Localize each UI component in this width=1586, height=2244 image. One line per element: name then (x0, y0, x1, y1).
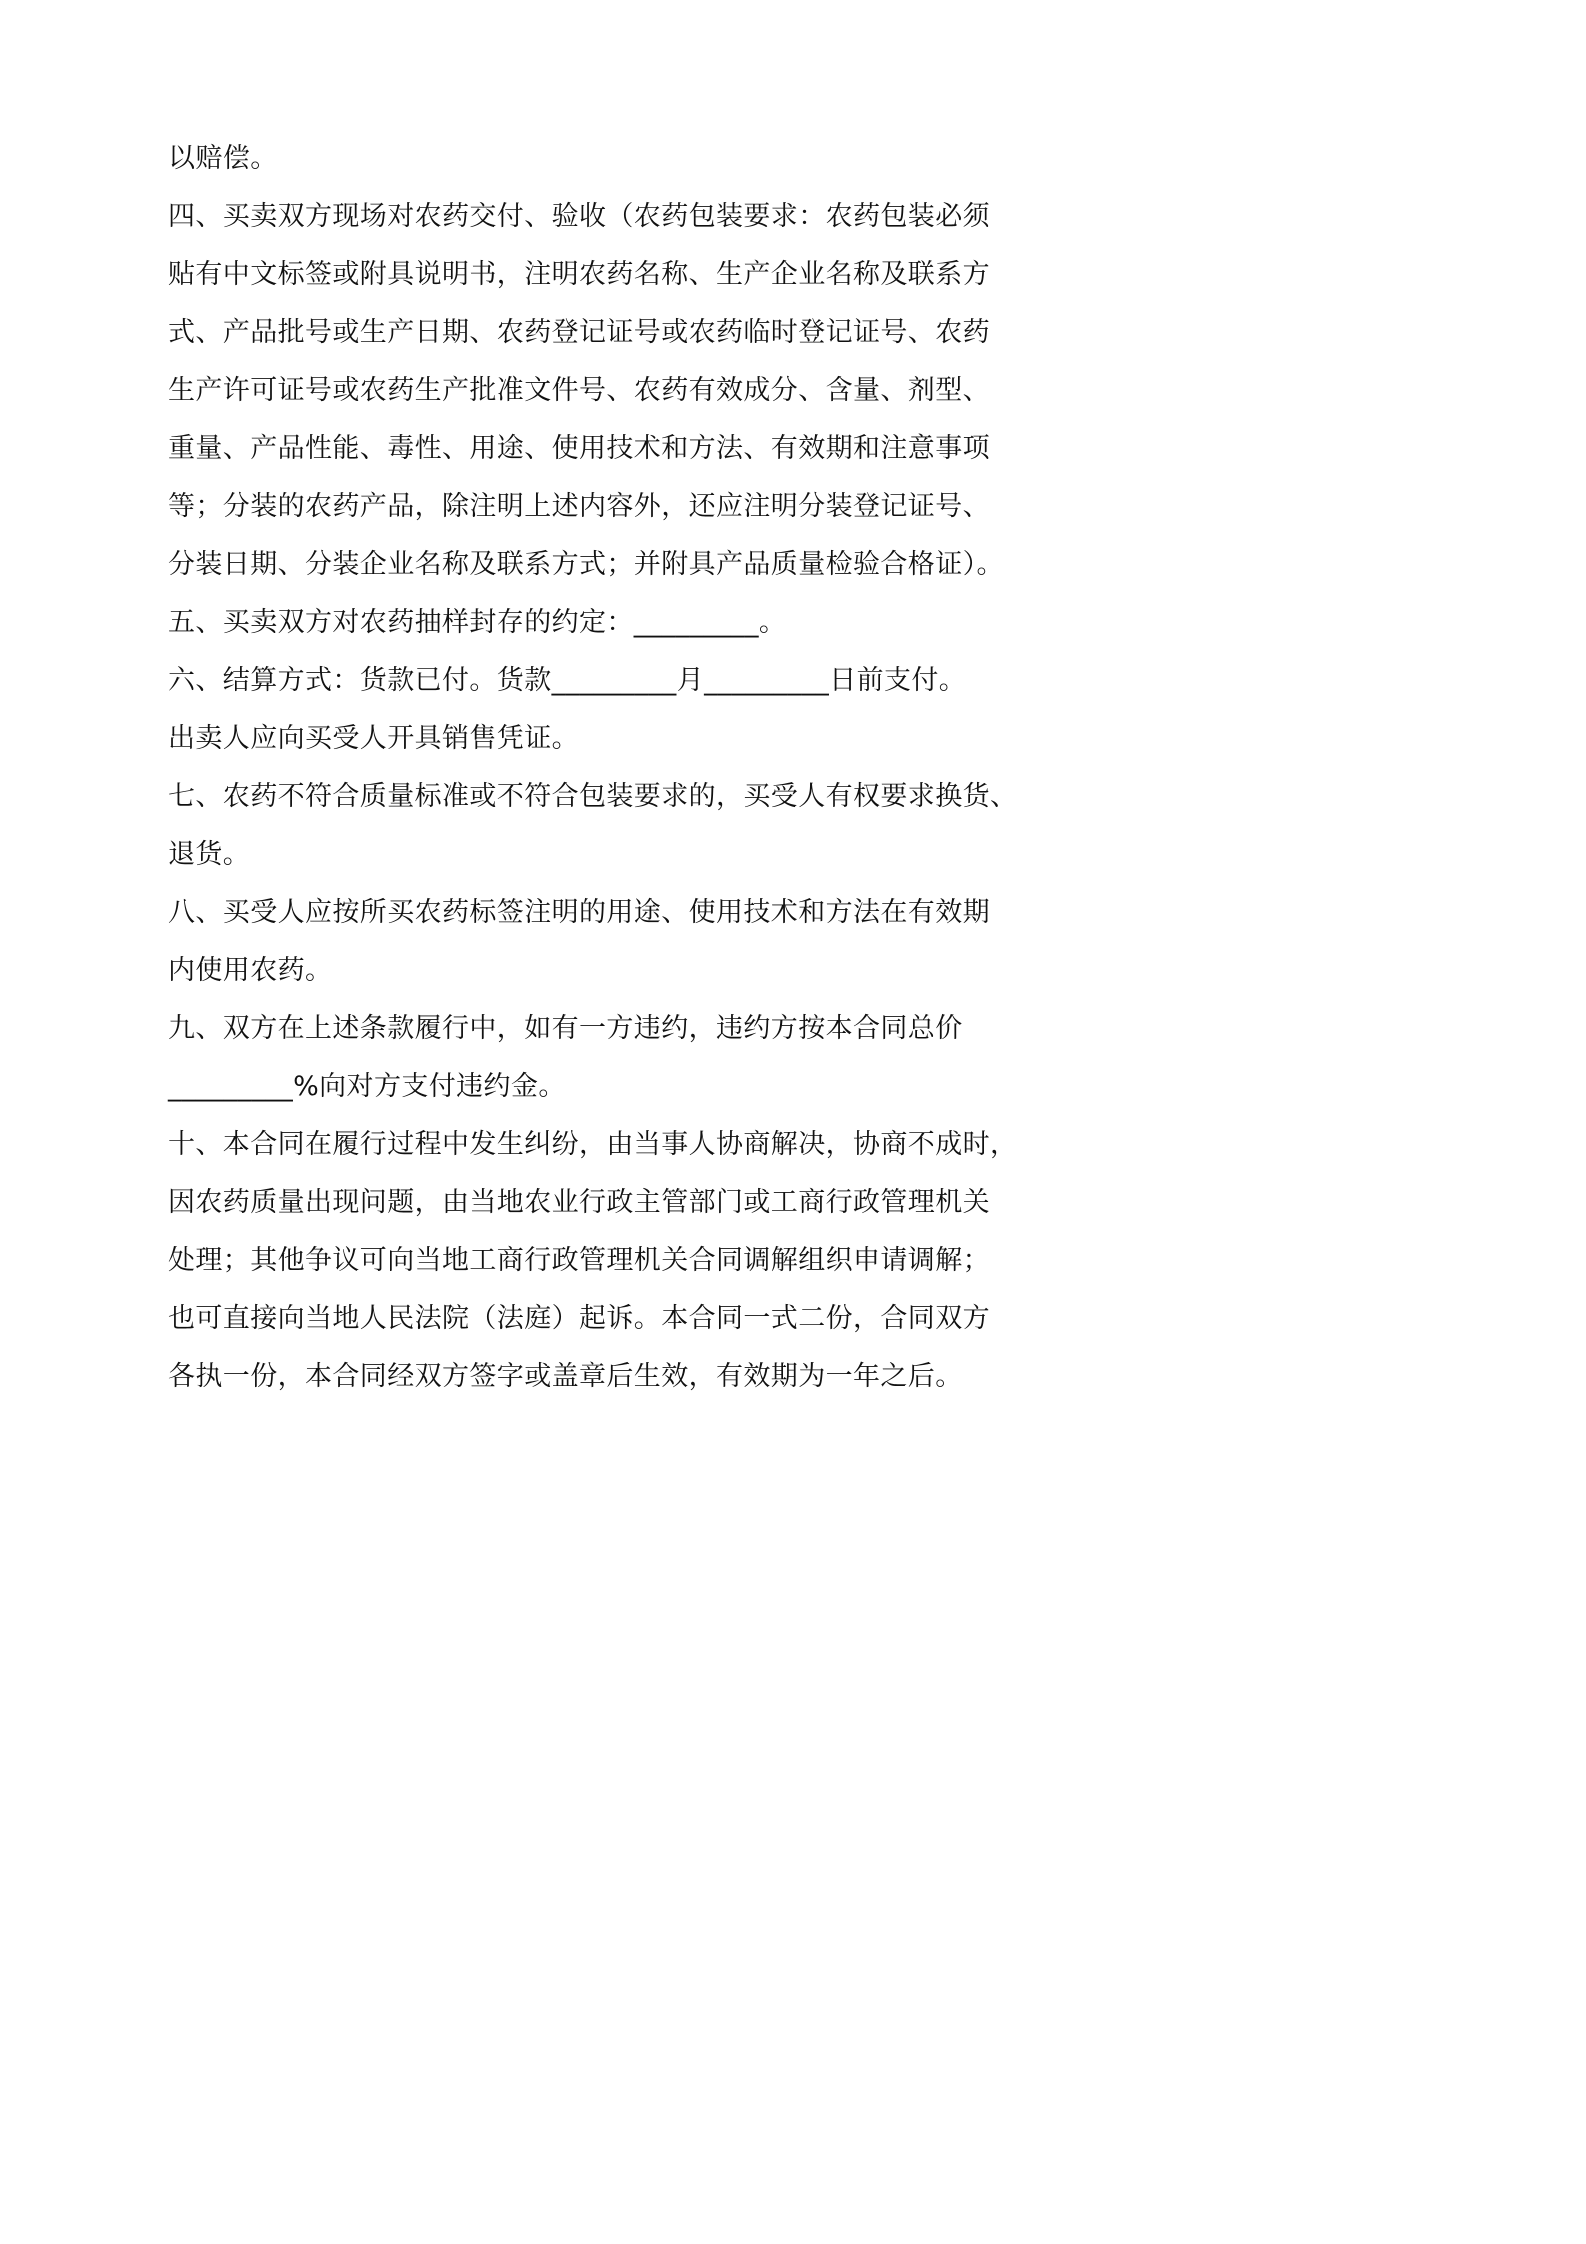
text-line: 贴有中文标签或附具说明书，注明农药名称、生产企业名称及联系方 (168, 259, 990, 290)
text-line: 退货。 (168, 839, 251, 870)
text-line: 七、农药不符合质量标准或不符合包装要求的，买受人有权要求换货、 (168, 781, 1018, 812)
text-line: 也可直接向当地人民法院（法庭）起诉。本合同一式二份，合同双方 (168, 1303, 990, 1334)
text-line: 生产许可证号或农药生产批准文件号、农药有效成分、含量、剂型、 (168, 375, 990, 406)
text-line: 四、买卖双方现场对农药交付、验收（农药包装要求：农药包装必须 (168, 201, 990, 232)
text-line: 九、双方在上述条款履行中，如有一方违约，违约方按本合同总价 (168, 1013, 963, 1044)
text-line: 重量、产品性能、毒性、用途、使用技术和方法、有效期和注意事项 (168, 433, 990, 464)
text-line: 出卖人应向买受人开具销售凭证。 (168, 723, 579, 754)
text-line: 五、买卖双方对农药抽样封存的约定：_________。 (168, 607, 787, 638)
text-line: 因农药质量出现问题，由当地农业行政主管部门或工商行政管理机关 (168, 1187, 990, 1218)
text-line: 式、产品批号或生产日期、农药登记证号或农药临时登记证号、农药 (168, 317, 990, 348)
text-line: 等；分装的农药产品，除注明上述内容外，还应注明分装登记证号、 (168, 491, 990, 522)
text-line: 内使用农药。 (168, 955, 333, 986)
text-line: 处理；其他争议可向当地工商行政管理机关合同调解组织申请调解； (168, 1245, 990, 1276)
text-line: 八、买受人应按所买农药标签注明的用途、使用技术和方法在有效期 (168, 897, 990, 928)
text-line: 分装日期、分装企业名称及联系方式；并附具产品质量检验合格证）。 (168, 549, 1004, 580)
text-line: _________%向对方支付违约金。 (168, 1071, 566, 1102)
text-line: 六、结算方式：货款已付。货款_________月_________日前支付。 (168, 665, 967, 696)
document-page (0, 0, 1101, 1556)
text-line: 各执一份，本合同经双方签字或盖章后生效，有效期为一年之后。 (168, 1361, 963, 1392)
text-line: 十、本合同在履行过程中发生纠纷，由当事人协商解决，协商不成时， (168, 1129, 1018, 1160)
text-line: 以赔偿。 (168, 143, 278, 174)
